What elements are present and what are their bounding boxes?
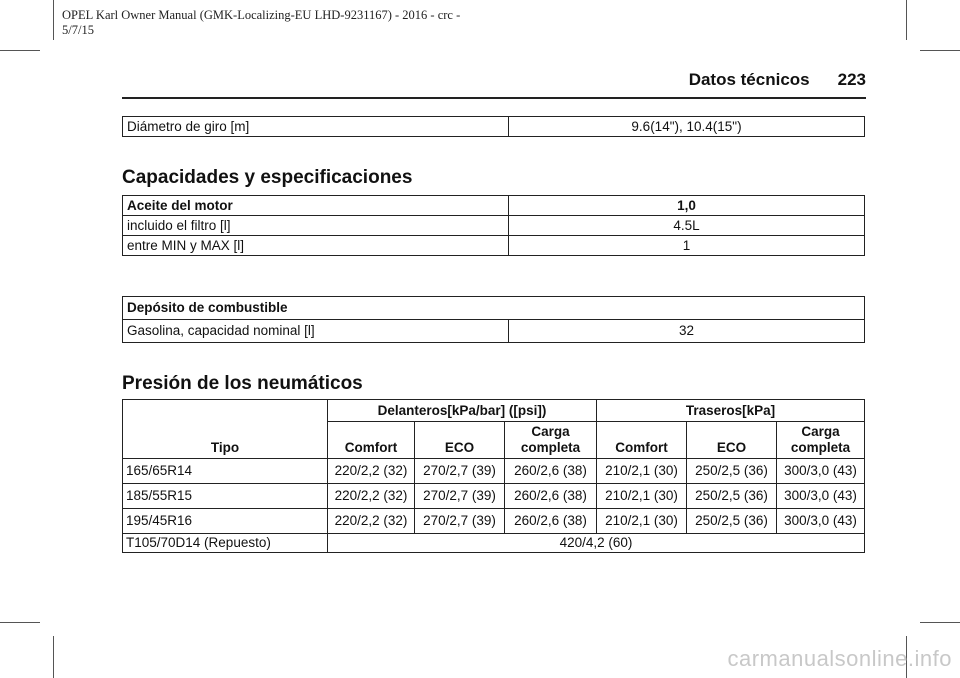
sub-header-rear-comfort: Comfort	[597, 422, 687, 459]
tire-pressure-heading: Presión de los neumáticos	[122, 373, 363, 394]
tire-type: 185/55R15	[123, 484, 328, 509]
crop-mark	[53, 0, 54, 40]
col-tipo: Tipo	[123, 400, 328, 459]
pressure-cell: 260/2,6 (38)	[505, 509, 597, 534]
table-row	[123, 509, 865, 534]
meta-line-1: OPEL Karl Owner Manual (GMK-Localizing-EU LHD-9231167) - 2016 - crc -	[62, 8, 461, 22]
fuel-row-label: Gasolina, capacidad nominal [l]	[123, 320, 509, 343]
pressure-cell: 270/2,7 (39)	[415, 509, 505, 534]
document-meta	[62, 8, 582, 38]
table-row	[123, 534, 865, 553]
crop-mark	[906, 0, 907, 40]
pressure-cell: 210/2,1 (30)	[597, 509, 687, 534]
turning-diameter-table	[122, 116, 865, 137]
page-header	[122, 70, 866, 90]
sub-header-rear-full-load: Carga completa	[777, 422, 865, 459]
oil-row-label: incluido el filtro [l]	[123, 216, 509, 236]
capacities-heading: Capacidades y especificaciones	[122, 167, 413, 188]
crop-mark	[0, 50, 40, 51]
table-row	[123, 117, 865, 137]
watermark: carmanualsonline.info	[727, 646, 952, 671]
pressure-cell: 260/2,6 (38)	[505, 459, 597, 484]
oil-row-label: entre MIN y MAX [l]	[123, 236, 509, 256]
pressure-cell: 300/3,0 (43)	[777, 509, 865, 534]
pressure-cell: 220/2,2 (32)	[328, 484, 415, 509]
sub-header-front-eco: ECO	[415, 422, 505, 459]
pressure-cell: 220/2,2 (32)	[328, 459, 415, 484]
pressure-cell: 250/2,5 (36)	[687, 509, 777, 534]
turning-value: 9.6(14"), 10.4(15")	[509, 117, 865, 137]
table-header-row	[123, 196, 865, 216]
pressure-cell: 250/2,5 (36)	[687, 459, 777, 484]
pressure-cell: 210/2,1 (30)	[597, 484, 687, 509]
tire-type: 165/65R14	[123, 459, 328, 484]
header-rule	[122, 97, 866, 99]
engine-oil-table	[122, 195, 865, 256]
turning-label: Diámetro de giro [m]	[123, 117, 509, 137]
pressure-cell: 220/2,2 (32)	[328, 509, 415, 534]
crop-mark	[920, 50, 960, 51]
oil-header-label: Aceite del motor	[123, 196, 509, 216]
pressure-cell: 300/3,0 (43)	[777, 459, 865, 484]
spare-pressure: 420/4,2 (60)	[328, 534, 865, 553]
pressure-cell: 210/2,1 (30)	[597, 459, 687, 484]
pressure-cell: 270/2,7 (39)	[415, 459, 505, 484]
tire-type-spare: T105/70D14 (Repuesto)	[123, 534, 328, 553]
pressure-cell: 250/2,5 (36)	[687, 484, 777, 509]
sub-header-rear-eco: ECO	[687, 422, 777, 459]
pressure-cell: 260/2,6 (38)	[505, 484, 597, 509]
crop-mark	[920, 622, 960, 623]
table-row	[123, 320, 865, 343]
oil-header-value: 1,0	[509, 196, 865, 216]
pressure-cell: 270/2,7 (39)	[415, 484, 505, 509]
fuel-row-value: 32	[509, 320, 865, 343]
fuel-tank-table	[122, 296, 865, 343]
pressure-cell: 300/3,0 (43)	[777, 484, 865, 509]
group-front-header: Delanteros[kPa/bar] ([psi])	[328, 400, 597, 422]
sub-header-front-full-load: Carga completa	[505, 422, 597, 459]
table-row	[123, 459, 865, 484]
oil-row-value: 1	[509, 236, 865, 256]
tire-type: 195/45R16	[123, 509, 328, 534]
table-header-row	[123, 400, 865, 422]
group-rear-header: Traseros[kPa]	[597, 400, 865, 422]
sub-header-front-comfort: Comfort	[328, 422, 415, 459]
fuel-header-label: Depósito de combustible	[123, 297, 865, 320]
meta-line-2: 5/7/15	[62, 23, 94, 37]
table-row	[123, 216, 865, 236]
oil-row-value: 4.5L	[509, 216, 865, 236]
page-number: 223	[837, 70, 866, 89]
crop-mark	[0, 622, 40, 623]
table-header-row	[123, 297, 865, 320]
section-title: Datos técnicos	[688, 70, 810, 89]
table-row	[123, 236, 865, 256]
table-row	[123, 484, 865, 509]
tire-pressure-table	[122, 399, 865, 553]
crop-mark	[53, 636, 54, 678]
